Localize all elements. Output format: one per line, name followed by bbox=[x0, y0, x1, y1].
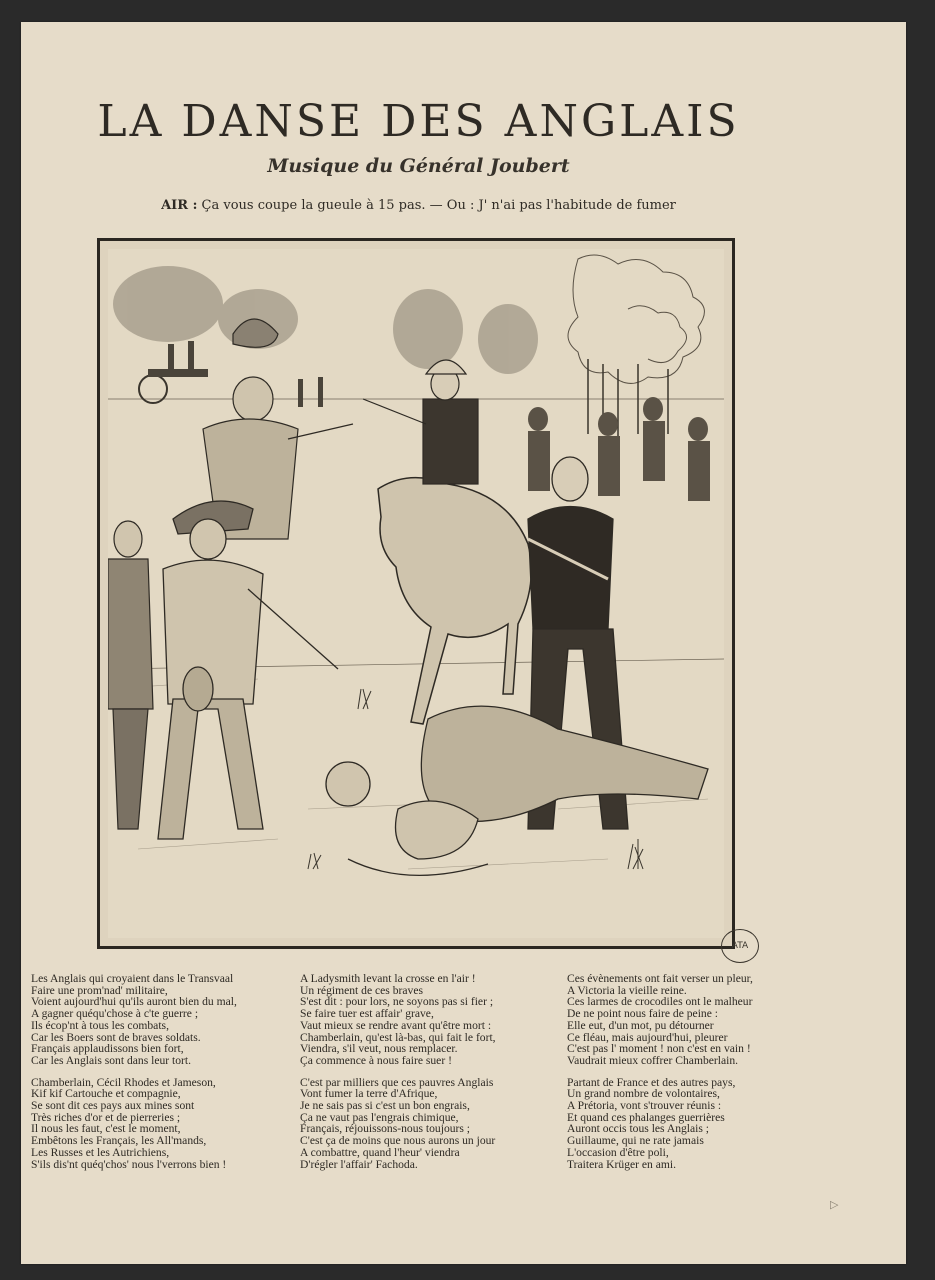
verse-line: Français, réjouissons-nous toujours ; bbox=[300, 1122, 471, 1136]
paper-mark: ▷ bbox=[830, 1198, 839, 1211]
verse-line: Car les Boers sont de braves soldats. bbox=[31, 1030, 201, 1044]
verse-line: Ces évènements ont fait verser un pleur, bbox=[567, 972, 753, 985]
verse-line: Un grand nombre de volontaires, bbox=[567, 1087, 720, 1101]
verse-line: Ils écop'nt à tous les combats, bbox=[31, 1018, 169, 1032]
battle-scene-engraving bbox=[108, 249, 724, 938]
verse-line: S'est dit : pour lors, ne soyons pas si fier ; bbox=[300, 995, 494, 1009]
verse-line: Et quand ces phalanges guerrières bbox=[567, 1110, 725, 1124]
air-text: Ça vous coupe la gueule à 15 pas. — Ou : J' n'ai pas l'habitude de fumer bbox=[201, 198, 676, 213]
broadside-sheet bbox=[21, 22, 906, 1264]
verse-line: Il nous les faut, c'est le moment, bbox=[31, 1122, 181, 1136]
subtitle: Musique du Général Joubert bbox=[267, 155, 570, 177]
air-label: AIR : bbox=[161, 198, 198, 213]
verse-line: Auront occis tous les Anglais ; bbox=[567, 1122, 710, 1136]
verse-line: Vaudrait mieux coffrer Chamberlain. bbox=[567, 1053, 739, 1067]
verse-line: C'est ça de moins que nous aurons un jour bbox=[300, 1134, 496, 1148]
verse-line: A Prétoria, vont s'trouver réunis : bbox=[567, 1099, 722, 1113]
verse-line: Ça ne vaut pas l'engrais chimique, bbox=[300, 1110, 459, 1124]
verse-line: Ce fléau, mais aujourd'hui, pleurer bbox=[567, 1030, 728, 1044]
verse-line: Très riches d'or et de pierreries ; bbox=[31, 1110, 181, 1124]
verse-line: Partant de France et des autres pays, bbox=[567, 1075, 736, 1089]
verse-line: Chamberlain, qu'est là-bas, qui fait le fort, bbox=[300, 1030, 496, 1044]
verse-line: De ne point nous faire de peine : bbox=[567, 1007, 718, 1021]
verse-line: D'régler l'affair' Fachoda. bbox=[300, 1157, 418, 1171]
verse-line: A combattre, quand l'heur' viendra bbox=[300, 1145, 460, 1159]
verse-line: Je ne sais pas si c'est un bon engrais, bbox=[300, 1099, 470, 1113]
verse-line: Embêtons les Français, les All'mands, bbox=[31, 1134, 207, 1148]
verse-stanza bbox=[300, 973, 565, 1067]
verse-line: C'est pas l' moment ! non c'est en vain ! bbox=[567, 1042, 751, 1056]
verse-line: A Ladysmith levant la crosse en l'air ! bbox=[300, 972, 476, 985]
library-stamp: ATA bbox=[721, 929, 759, 963]
verse-line: Guillaume, qui ne rate jamais bbox=[567, 1134, 704, 1148]
verse-line: Français applaudissons bien fort, bbox=[31, 1042, 184, 1056]
verse-stanza bbox=[31, 973, 296, 1067]
verse-line: Les Russes et les Autrichiens, bbox=[31, 1145, 170, 1159]
air-line bbox=[21, 198, 816, 213]
verse-line: Car les Anglais sont dans leur tort. bbox=[31, 1053, 192, 1067]
verse-line: Ça commence à nous faire suer ! bbox=[300, 1053, 452, 1067]
verse-stanza bbox=[300, 1077, 565, 1171]
verse-line: A gagner quéqu'chose à c'te guerre ; bbox=[31, 1007, 199, 1021]
verse-line: Faire une prom'nad' militaire, bbox=[31, 983, 168, 997]
verse-line: Se sont dit ces pays aux mines sont bbox=[31, 1099, 195, 1113]
verse-line: C'est par milliers que ces pauvres Anglais bbox=[300, 1075, 494, 1089]
verse-line: Un régiment de ces braves bbox=[300, 983, 423, 997]
verse-line: Traitera Krüger en ami. bbox=[567, 1157, 677, 1171]
verse-line: Chamberlain, Cécil Rhodes et Jameson, bbox=[31, 1075, 216, 1089]
verse-line: S'ils dis'nt quéq'chos' nous l'verrons bien ! bbox=[31, 1157, 227, 1171]
verse-line: Kif kif Cartouche et compagnie, bbox=[31, 1087, 181, 1101]
verse-line: L'occasion d'être poli, bbox=[567, 1145, 669, 1159]
verse-line: Les Anglais qui croyaient dans le Transvaal bbox=[31, 972, 234, 985]
verse-stanza bbox=[31, 1077, 296, 1171]
verse-line: Voient aujourd'hui qu'ils auront bien du mal, bbox=[31, 995, 237, 1009]
verse-stanza bbox=[567, 1077, 837, 1171]
verse-line: Elle eut, d'un mot, pu détourner bbox=[567, 1018, 714, 1032]
engraving-illustration bbox=[97, 238, 735, 949]
verse-line: Se faire tuer est affair' grave, bbox=[300, 1007, 434, 1021]
page-title: LA DANSE DES ANGLAIS bbox=[97, 96, 740, 147]
verse-stanza bbox=[567, 973, 837, 1067]
verse-column-3 bbox=[567, 973, 837, 1180]
verse-line: A Victoria la vieille reine. bbox=[567, 983, 687, 997]
verse-line: Ces larmes de crocodiles ont le malheur bbox=[567, 995, 753, 1009]
verse-line: Vaut mieux se rendre avant qu'être mort : bbox=[300, 1018, 492, 1032]
verse-column-1 bbox=[31, 973, 296, 1180]
verse-column-2 bbox=[300, 973, 565, 1180]
verse-line: Vont fumer la terre d'Afrique, bbox=[300, 1087, 438, 1101]
verse-line: Viendra, s'il veut, nous remplacer. bbox=[300, 1042, 458, 1056]
